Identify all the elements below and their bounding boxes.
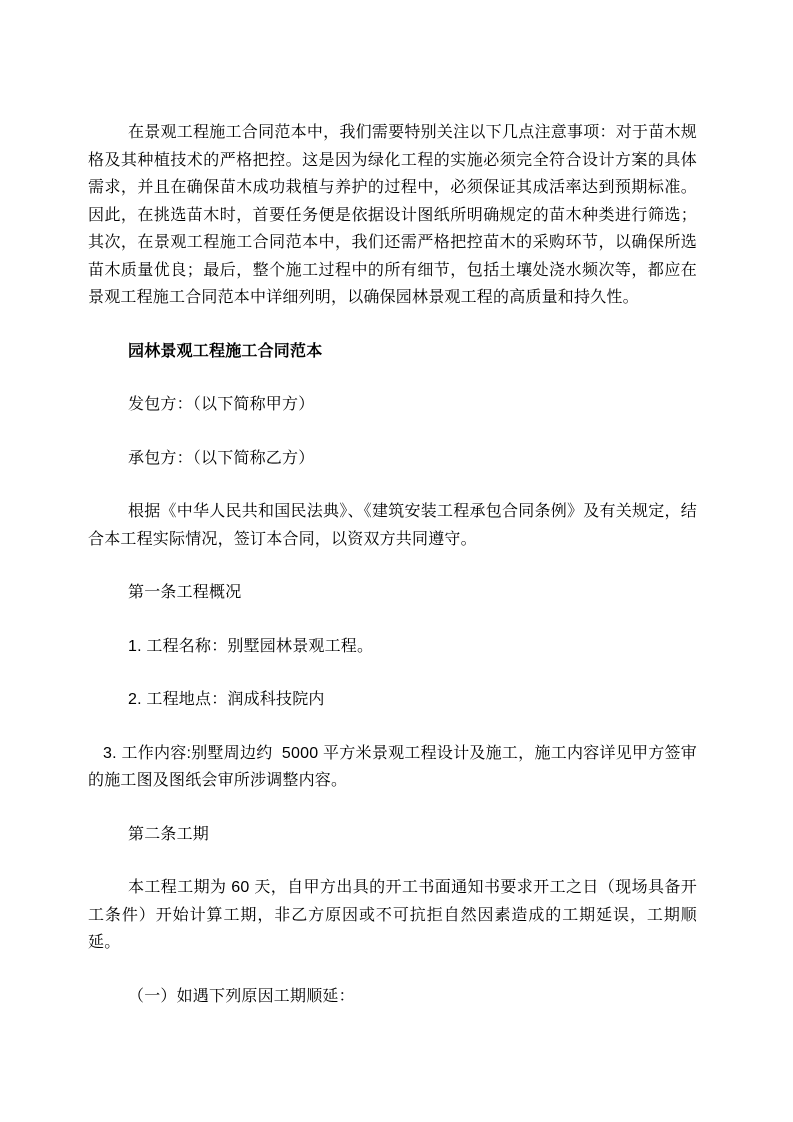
- article-1-heading: 第一条工程概况: [128, 584, 242, 601]
- party-a-line: 发包方：（以下简称甲方）: [128, 396, 315, 413]
- intro-paragraph: 在景观工程施工合同范本中，我们需要特别关注以下几点注意事项：对于苗木规格及其种植技术的严格把控。这是因为绿化工程的实施必须完全符合设计方案的具体需求，并且在确保苗木成功栽植与养护的过程中，必须保证其成活率达到预期标准。因此，在挑选苗木时，首要任务便是依据设计图纸所明确规定的苗木种类进行筛选；其次，在景观工程施工合同范本中，我们还需严格把控苗木的采购环节，以确保所选苗木质量优良；最后，整个施工过程中的所有细节，包括土壤处浇水频次等，都应在景观工程施工合同范本中详细列明，以确保园林景观工程的高质量和持久性。: [88, 124, 697, 306]
- item-1-project-name: 1. 工程名称：别墅园林景观工程。: [128, 637, 374, 655]
- item-3-work-content: 3. 工作内容:别墅周边约 5000 平方米景观工程设计及施工，施工内容详见甲方签审的施工图及图纸会审所涉调整内容。: [88, 744, 697, 789]
- extension-clause-intro: （一）如遇下列原因工期顺延：: [128, 987, 355, 1005]
- article-2-duration-paragraph: 本工程工期为 60 天，自甲方出具的开工书面通知书要求开工之日（现场具备开工条件）开始计算工期，非乙方原因或不可抗拒自然因素造成的工期延误，工期顺延。: [88, 879, 697, 951]
- contract-title: 园林景观工程施工合同范本: [128, 342, 323, 360]
- item-2-project-location: 2. 工程地点：润成科技院内: [128, 691, 325, 708]
- article-2-heading: 第二条工期: [128, 825, 210, 843]
- party-b-line: 承包方：（以下简称乙方）: [128, 449, 315, 467]
- legal-basis-paragraph: 根据《中华人民共和国民法典》、《建筑安装工程承包合同条例》及有关规定，结合本工程实际情况，签订本合同，以资双方共同遵守。: [88, 503, 697, 548]
